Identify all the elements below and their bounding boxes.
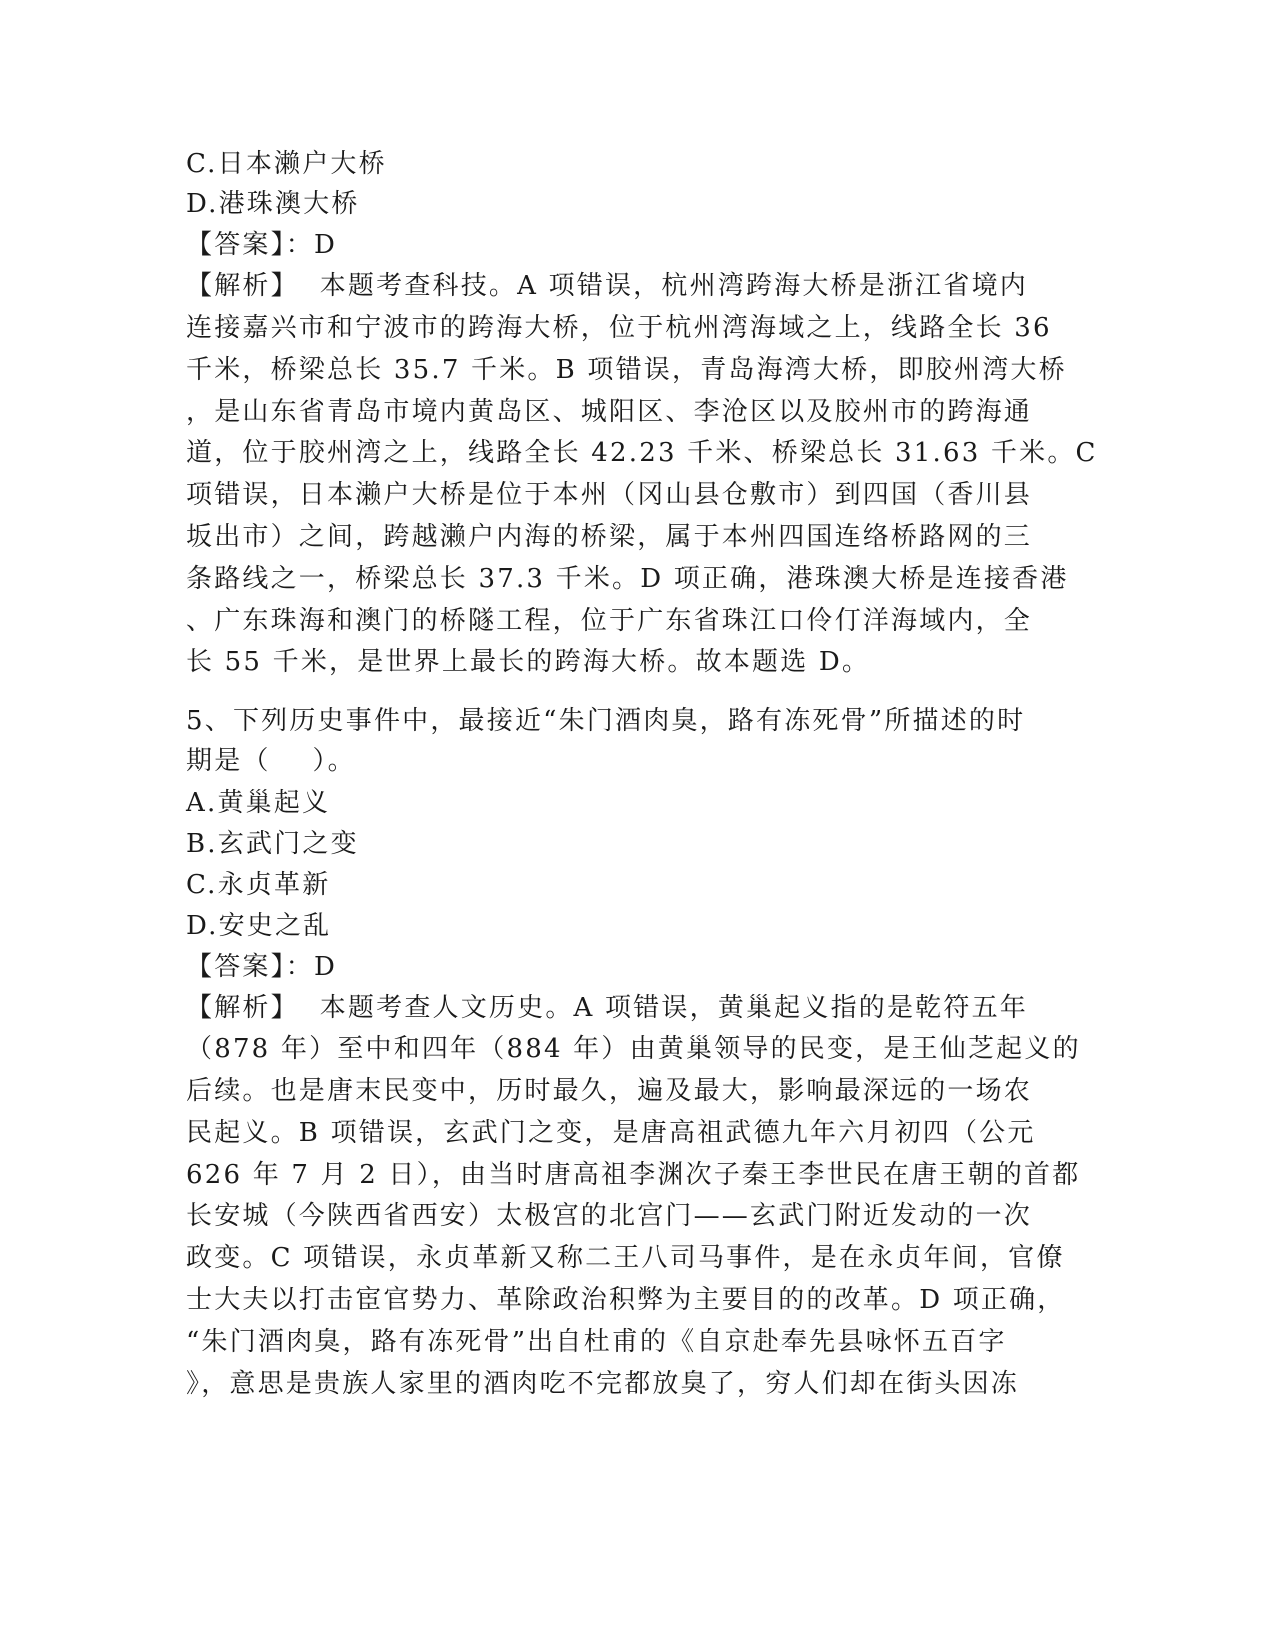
option-c: C.永贞革新 (186, 870, 331, 900)
option-c: C.日本濑户大桥 (186, 149, 387, 179)
answer-label: 【答案】：D (186, 952, 338, 982)
option-d: D.安史之乱 (186, 911, 332, 941)
analysis-line: 长 55 千米，是世界上最长的跨海大桥。故本题选 D。 (186, 647, 871, 677)
question-stem: 5、下列历史事件中，最接近“朱门酒肉臭，路有冻死骨”所描述的时 (186, 706, 1026, 736)
analysis-line: ，是山东省青岛市境内黄岛区、城阳区、李沧区以及胶州市的跨海通 (186, 397, 1033, 427)
analysis-line: 条路线之一，桥梁总长 37.3 千米。D 项正确，港珠澳大桥是连接香港 (186, 564, 1069, 594)
analysis-line: 坂出市）之间，跨越濑户内海的桥梁，属于本州四国连络桥路网的三 (186, 522, 1033, 552)
analysis-line: 民起义。B 项错误，玄武门之变，是唐高祖武德九年六月初四（公元 (186, 1118, 1036, 1148)
analysis-line: 长安城（今陕西省西安）太极宫的北宫门——玄武门附近发动的一次 (186, 1201, 1033, 1231)
analysis-line: 626 年 7 月 2 日），由当时唐高祖李渊次子秦王李世民在唐王朝的首都 (186, 1160, 1081, 1190)
answer-label: 【答案】：D (186, 230, 338, 260)
question-stem: 期是（ ）。 (186, 746, 356, 776)
analysis-line: 》，意思是贵族人家里的酒肉吃不完都放臭了，穷人们却在街头因冻 (186, 1369, 1020, 1399)
analysis-line: 连接嘉兴市和宁波市的跨海大桥，位于杭州湾海域之上，线路全长 36 (186, 313, 1052, 343)
option-d: D.港珠澳大桥 (186, 189, 360, 219)
analysis-line: 千米，桥梁总长 35.7 千米。B 项错误，青岛海湾大桥，即胶州湾大桥 (186, 355, 1067, 385)
analysis-line: 、广东珠海和澳门的桥隧工程，位于广东省珠江口伶仃洋海域内，全 (186, 606, 1033, 636)
analysis-line: “朱门酒肉臭，路有冻死骨”出自杜甫的《自京赴奉先县咏怀五百字 (186, 1327, 1007, 1357)
analysis-line: 【解析】 本题考查科技。A 项错误，杭州湾跨海大桥是浙江省境内 (186, 271, 1028, 301)
analysis-line: 士大夫以打击宦官势力、革除政治积弊为主要目的的改革。D 项正确， (186, 1285, 1066, 1315)
analysis-line: 项错误，日本濑户大桥是位于本州（冈山县仓敷市）到四国（香川县 (186, 480, 1033, 510)
analysis-line: 道，位于胶州湾之上，线路全长 42.23 千米、桥梁总长 31.63 千米。C (186, 438, 1098, 468)
analysis-line: （878 年）至中和四年（884 年）由黄巢领导的民变，是王仙芝起义的 (186, 1034, 1081, 1064)
option-b: B.玄武门之变 (186, 829, 359, 859)
analysis-line: 【解析】 本题考查人文历史。A 项错误，黄巢起义指的是乾符五年 (186, 993, 1028, 1023)
option-a: A.黄巢起义 (186, 788, 331, 818)
analysis-line: 后续。也是唐末民变中，历时最久，遍及最大，影响最深远的一场农 (186, 1076, 1033, 1106)
analysis-line: 政变。C 项错误，永贞革新又称二王八司马事件，是在永贞年间，官僚 (186, 1243, 1065, 1273)
